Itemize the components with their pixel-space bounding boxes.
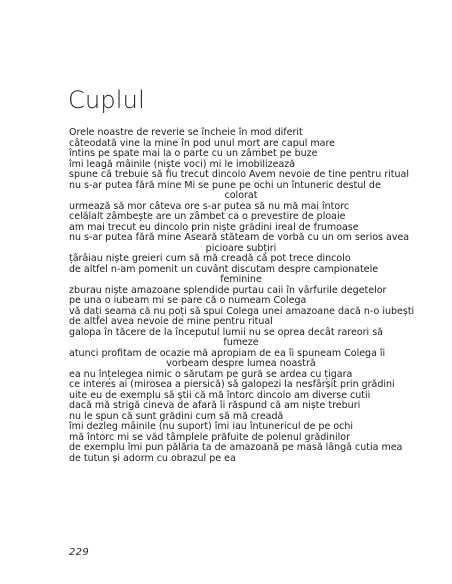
poem-line: de altfel n-am pomenit un cuvânt discutam despre campionatele	[69, 263, 379, 275]
page-number: 229	[69, 547, 89, 558]
poem-line-continuation: vorbeam despre lumea noastră	[166, 358, 316, 369]
poem-line: îmi dezleg mâinile (nu suport) îmi iau întunericul de pe ochi	[69, 421, 354, 432]
poem-line: țârâiau niște greieri cum să mă creadă că pot trece dincolo	[69, 253, 351, 264]
poem-line-continuation: colorat	[224, 190, 258, 201]
poem-line: întins pe spate mai la o parte cu un zâmbet pe buze	[69, 148, 318, 159]
poem-line: îmi leagă mâinile (niște voci) mi le imobilizează	[69, 158, 296, 170]
poem-line: uite eu de exemplu să știi că mă întorc dincolo am diverse cutii	[69, 389, 371, 401]
poem-line: Orele noastre de reverie se încheie în mod diferit	[69, 127, 303, 138]
poem-title: Cuplul	[68, 86, 145, 114]
poem-line: nu le spun că sunt grădini cum să mă creadă	[69, 410, 284, 422]
poem-body	[69, 127, 415, 464]
poem-line: zburau niște amazoane splendide purtau caii în vârfurile degetelor	[69, 284, 387, 296]
poem-line: urmează să mor câteva ore s-ar putea să nu mă mai întorc	[69, 200, 350, 212]
poem-line: nu s-ar putea fără mine Mi se pune pe ochi un întuneric destul de	[69, 179, 381, 191]
poem-line: de exemplu îmi pun pălăria ta de amazoană pe masă lângă cutia mea	[69, 442, 403, 453]
poem-line: de tutun și adorm cu obrazul pe ea	[69, 452, 236, 464]
poem-line-continuation: picioare subțiri	[205, 242, 277, 254]
poem-line: celălalt zâmbește are un zâmbet ca o prevestire de ploaie	[69, 211, 346, 222]
poem-line: mă întorc mi se văd tâmplele prăfuite de polenul grădinilor	[69, 431, 350, 443]
poem-line-continuation: fumeze	[223, 337, 259, 348]
poem-line: spune că trebuie să fiu trecut dincolo Avem nevoie de tine pentru ritual	[69, 169, 409, 180]
poem-line: galopa în tăcere de la începutul lumii nu se oprea decât rareori să	[69, 326, 383, 338]
poem-line: ea nu înțelegea nimic o sărutam pe gură se ardea cu țigara	[69, 368, 353, 380]
poem-line: vă dați seama că nu poți să spui Colega unei amazoane dacă n-o iubești	[69, 305, 415, 317]
poem-line: atunci profitam de ocazie mă apropiam de ea îi spuneam Colega îi	[69, 347, 386, 359]
poem-line-continuation: feminine	[220, 274, 262, 285]
poem-line: nu s-ar putea fără mine Aseară stăteam de vorbă cu un om serios avea	[69, 232, 410, 243]
poem-line: dacă mă strigă cineva de afară îi răspund că am niște treburi	[69, 400, 361, 411]
poem-line: câteodată vine la mine în pod unul mort are capul mare	[69, 137, 336, 149]
poem-line: de altfel avea nevoie de mine pentru ritual	[69, 316, 273, 327]
poem-line: ce interes ai (mirosea a piersică) să galopezi la nesfârșit prin grădini	[69, 379, 395, 390]
poem-line: pe una o iubeam mi se pare că o numeam Colega	[69, 295, 307, 306]
poem-line: am mai trecut eu dincolo prin niște grădini ireal de frumoase	[69, 221, 359, 233]
